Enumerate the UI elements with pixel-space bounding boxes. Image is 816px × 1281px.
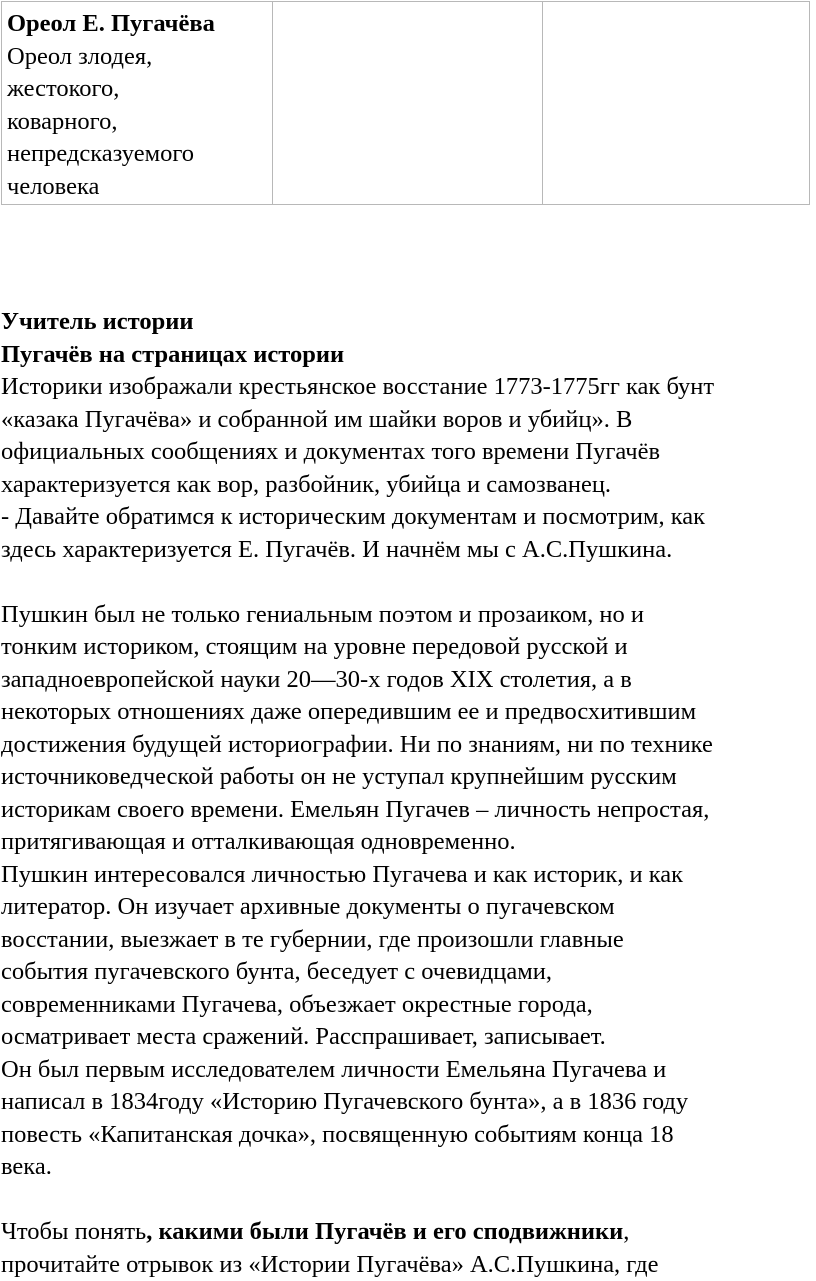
table-row	[2, 2, 810, 205]
blank-line	[1, 566, 816, 599]
paragraph-line: тонким историком, стоящим на уровне передовой русской и	[1, 631, 816, 664]
paragraph-line: литератор. Он изучает архивные документы о пугачевском	[1, 891, 816, 924]
paragraph-line: века.	[1, 1151, 816, 1184]
paragraph-line: характеризуется как вор, разбойник, убийца и самозванец.	[1, 469, 816, 502]
paragraph-line: осматривает места сражений. Расспрашивает, записывает.	[1, 1021, 816, 1054]
paragraph-line: написал в 1834году «Историю Пугачевского бунта», а в 1836 году	[1, 1086, 816, 1119]
section-title: Пугачёв на страницах истории	[1, 339, 816, 372]
paragraph-line: достижения будущей историографии. Ни по знаниям, ни по технике	[1, 729, 816, 762]
final-line	[1, 1216, 816, 1249]
paragraph-line: прочитайте отрывок из «Истории Пугачёва» А.С.Пушкина, где	[1, 1249, 816, 1281]
paragraph-line: современниками Пугачева, объезжает окрестные города,	[1, 989, 816, 1022]
final-line-bold: , какими были Пугачёв и его сподвижники	[146, 1218, 623, 1245]
paragraph-line: события пугачевского бунта, беседует с очевидцами,	[1, 956, 816, 989]
cell-text-line: Ореол злодея,	[7, 41, 267, 74]
paragraph-line: Историки изображали крестьянское восстание 1773-1775гг как бунт	[1, 371, 816, 404]
paragraph-line: - Давайте обратимся к историческим документам и посмотрим, как	[1, 501, 816, 534]
table-cell-empty	[543, 2, 810, 205]
paragraph-line: некоторых отношениях даже опередившим ее и предвосхитившим	[1, 696, 816, 729]
paragraph-line: историкам своего времени. Емельян Пугачев – личность непростая,	[1, 794, 816, 827]
blank-line	[1, 1184, 816, 1217]
paragraph-line: повесть «Капитанская дочка», посвященную событиям конца 18	[1, 1119, 816, 1152]
paragraph-line: здесь характеризуется Е. Пугачёв. И начнём мы с А.С.Пушкина.	[1, 534, 816, 567]
cell-text-line: человека	[7, 171, 267, 204]
paragraph-line: Пушкин был не только гениальным поэтом и прозаиком, но и	[1, 599, 816, 632]
paragraph-line: официальных сообщениях и документах того времени Пугачёв	[1, 436, 816, 469]
final-line-start: Чтобы понять	[1, 1218, 146, 1245]
paragraph-line: источниковедческой работы он не уступал крупнейшим русским	[1, 761, 816, 794]
cell-title: Ореол Е. Пугачёва	[7, 8, 267, 41]
paragraph-line: восстании, выезжает в те губернии, где произошли главные	[1, 924, 816, 957]
table-cell-empty	[273, 2, 543, 205]
paragraph-line: западноевропейской науки 20—30-х годов XIX столетия, а в	[1, 664, 816, 697]
final-line-end: ,	[623, 1218, 629, 1245]
document-body	[1, 306, 816, 1281]
cell-text-line: жестокого,	[7, 73, 267, 106]
comparison-table	[1, 1, 810, 205]
cell-text-line: непредсказуемого	[7, 138, 267, 171]
paragraph-line: Он был первым исследователем личности Емельяна Пугачева и	[1, 1054, 816, 1087]
paragraph-line: притягивающая и отталкивающая одновременно.	[1, 826, 816, 859]
paragraph-line: «казака Пугачёва» и собранной им шайки воров и убийц». В	[1, 404, 816, 437]
cell-text-line: коварного,	[7, 106, 267, 139]
table-cell-pugachev-halo	[2, 2, 273, 205]
paragraph-line: Пушкин интересовался личностью Пугачева и как историк, и как	[1, 859, 816, 892]
author-line: Учитель истории	[1, 306, 816, 339]
